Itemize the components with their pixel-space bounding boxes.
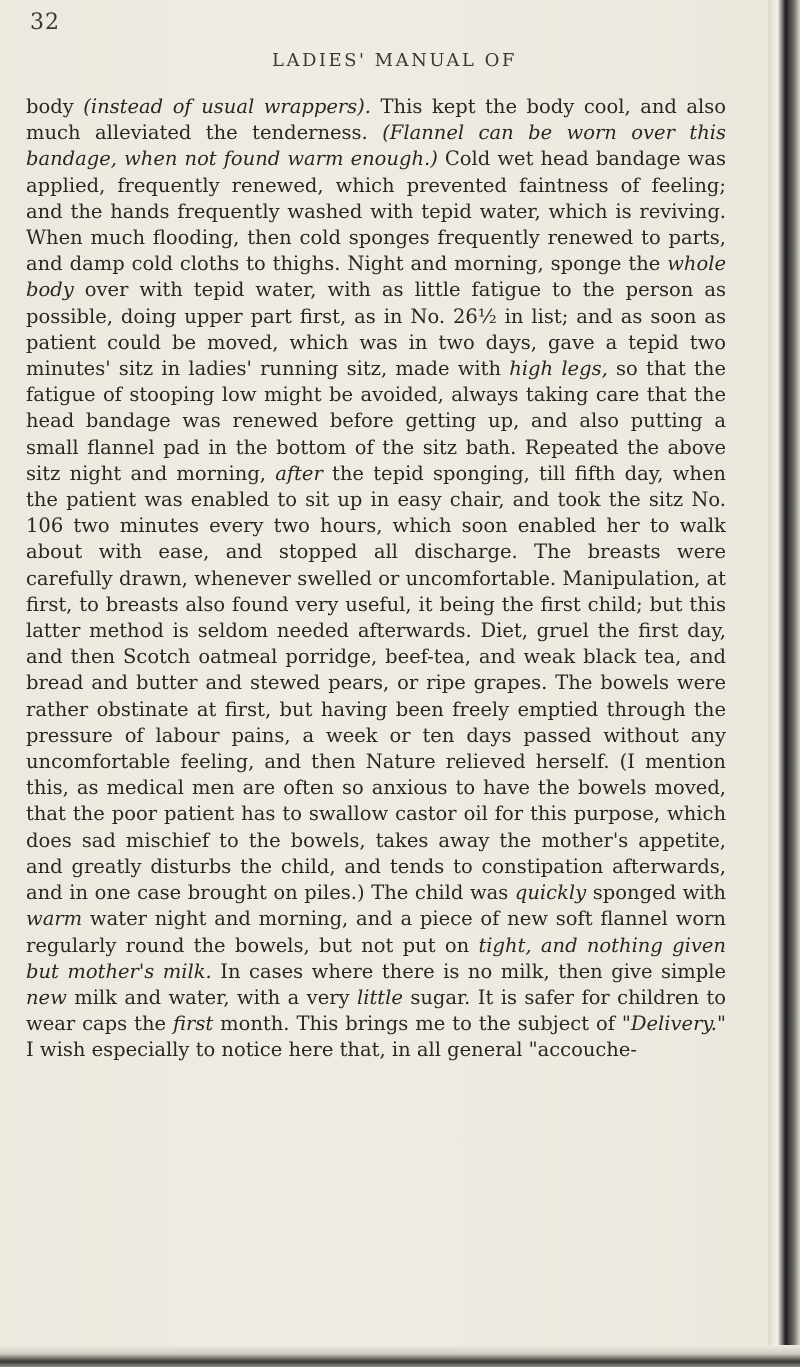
text-segment: so that the fatigue of stooping low might be avoided, always taking care that the head bandage was renewed before getting up, and also putting a small flannel pad in the bottom of the sitz bath. Repeated the above sitz night and morning,	[26, 357, 726, 485]
text-segment: This kept the body cool, and also much alleviated the tenderness.	[26, 95, 726, 145]
body-text	[26, 94, 726, 1064]
text-segment: month. This brings me to the subject of "	[213, 1012, 631, 1036]
running-head: LADIES' MANUAL OF	[272, 50, 517, 71]
text-segment: " I wish especially to notice here that, in all general "accouche-	[26, 1012, 726, 1062]
text-segment: sugar. It is safer for children to wear caps the	[26, 985, 726, 1036]
text-segment: the tepid sponging, till fifth day, when the patient was enabled to sit up in easy chair, and took the sitz No. 106 two minutes every two hours, which soon enabled her to walk about with ease, and stopped all discharge. The breasts were carefully drawn, whenever swelled or uncomfortable. Manipulation, at first, to breasts also found very useful, it being the first child; but this latter method is seldom needed afterwards. Diet, gruel the first day, and then Scotch oatmeal porridge, beef-tea, and weak black tea, and bread and butter and stewed pears, or ripe grapes. The bowels were rather obstinate at first, but having been freely emptied through the pressure of labour pains, a week or ten days passed without any uncomfortable feeling, and then Nature relieved herself. (I mention this, as medical men are often so anxious to have the bowels moved, that the poor patient has to swallow castor oil for this purpose, which does sad mischief to the bowels, takes away the mother's appetite, and greatly disturbs the child, and tends to constipation afterwards, and in one case brought on piles.) The child was	[26, 461, 726, 905]
text-segment: new	[26, 985, 67, 1009]
text-segment: (instead of usual wrappers).	[83, 95, 371, 118]
text-segment: milk and water, with a very	[66, 985, 357, 1009]
text-segment: over with tepid water, with as little fatigue to the person as possible, doing upper part first, as in No. 26½ in list; and as soon as patient could be moved, which was in two days, gave a tepid two minutes' sitz in ladies' running sitz, made with	[26, 278, 726, 381]
text-segment: quickly	[514, 881, 587, 905]
text-segment: Delivery.	[630, 1012, 718, 1036]
text-segment: body	[26, 95, 84, 118]
text-segment: (Flannel can be worn over this bandage, when not found warm enough.)	[26, 121, 726, 171]
text-segment: warm	[26, 907, 83, 931]
text-segment: In cases where there is no milk, then give simple	[211, 959, 726, 983]
text-segment: tight, and nothing given but mother's milk.	[26, 933, 726, 983]
text-segment: water night and morning, and a piece of new soft flannel worn regularly round the bowels, but not put on	[26, 907, 726, 957]
text-segment: high legs,	[509, 357, 608, 381]
page-bottom-edge	[0, 1345, 800, 1367]
text-segment: after	[275, 461, 323, 485]
text-segment: Cold wet head bandage was applied, frequently renewed, which prevented faintness of feeling; and the hands frequently washed with tepid water, which is reviving. When much flooding, then cold sponges frequently renewed to parts, and damp cold cloths to thighs. Night and morning, sponge the	[26, 147, 726, 276]
page-number: 32	[30, 10, 60, 35]
page-header	[22, 10, 722, 80]
text-segment: first	[173, 1012, 214, 1036]
text-segment: whole body	[26, 252, 726, 302]
text-segment: sponged with	[586, 881, 726, 905]
text-segment: little	[356, 985, 403, 1009]
book-spine-edge	[768, 0, 800, 1367]
